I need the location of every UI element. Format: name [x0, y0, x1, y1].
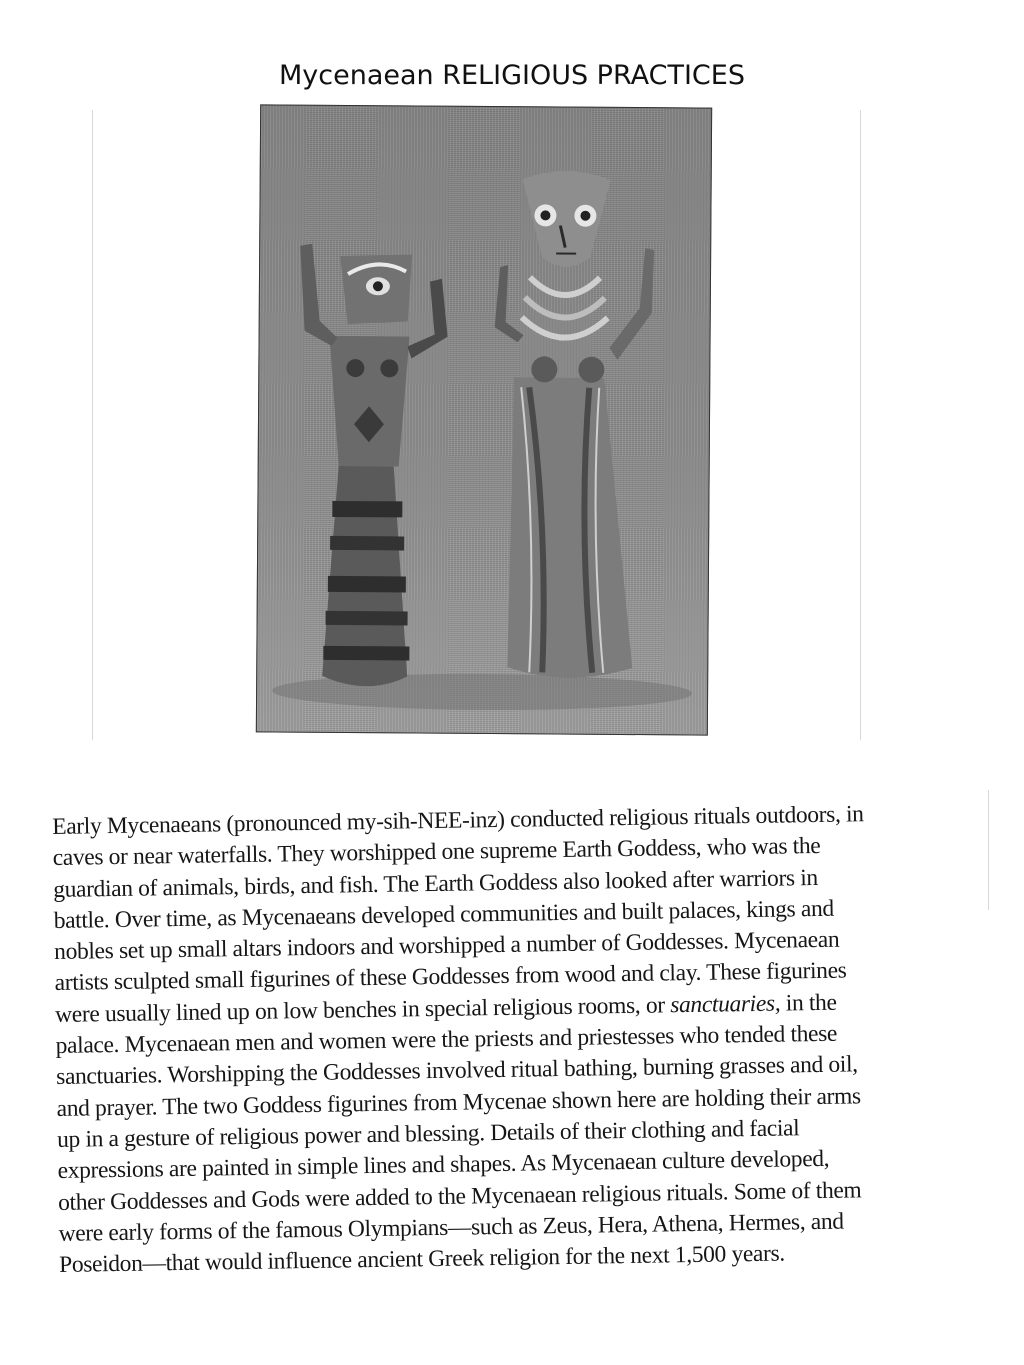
term-sanctuaries: sanctuaries, [670, 990, 781, 1019]
paragraph-text: were usually lined up on low benches in special religious rooms, or [54, 992, 671, 1028]
paragraph-line: Early Mycenaeans (pronounced my-sih-NEE-inz) conducted religious rituals outdoors, in [52, 801, 864, 840]
figurines-photo [256, 104, 712, 735]
page-title: Mycenaean RELIGIOUS PRACTICES [279, 60, 745, 92]
paragraph-line: palace. Mycenaean men and women were the priests and priestesses who tended these [55, 1020, 838, 1060]
scan-artifact-left [92, 110, 93, 740]
body-paragraph [52, 797, 989, 1281]
paragraph-line: Poseidon—that would influence ancient Greek religion for the next 1,500 years. [58, 1240, 786, 1279]
scan-artifact-right-text [988, 790, 989, 910]
paragraph-line: were early forms of the famous Olympians—such as Zeus, Hera, Athena, Hermes, and [58, 1208, 844, 1247]
scan-artifact-right [860, 110, 861, 740]
paragraph-line: expressions are painted in simple lines and shapes. As Mycenaean culture developed, [57, 1146, 830, 1185]
paragraph-line: guardian of animals, birds, and fish. The Earth Goddess also looked after warriors in [53, 864, 819, 903]
paragraph-text: in the [780, 989, 837, 1017]
paragraph-line: other Goddesses and Gods were added to the Mycenaean religious rituals. Some of them [57, 1176, 862, 1216]
paragraph-line: battle. Over time, as Mycenaeans developed communities and built palaces, kings and [53, 895, 834, 934]
paragraph-line: caves or near waterfalls. They worshipped one supreme Earth Goddess, who was the [52, 833, 821, 872]
paragraph-line: and prayer. The two Goddess figurines from Mycenae shown here are holding their arms [56, 1083, 861, 1122]
goddess-figurines-illustration [257, 105, 711, 734]
paragraph-line: sanctuaries. Worshipping the Goddesses involved ritual bathing, burning grasses and oil, [55, 1051, 858, 1091]
paragraph-line: up in a gesture of religious power and blessing. Details of their clothing and facial [56, 1115, 800, 1153]
paragraph-line: artists sculpted small figurines of these Goddesses from wood and clay. These figurines [54, 958, 847, 997]
right-figurine-icon [492, 171, 655, 679]
paragraph-line: nobles set up small altars indoors and worshipped a number of Goddesses. Mycenaean [53, 926, 840, 966]
left-figurine-icon [297, 244, 448, 687]
